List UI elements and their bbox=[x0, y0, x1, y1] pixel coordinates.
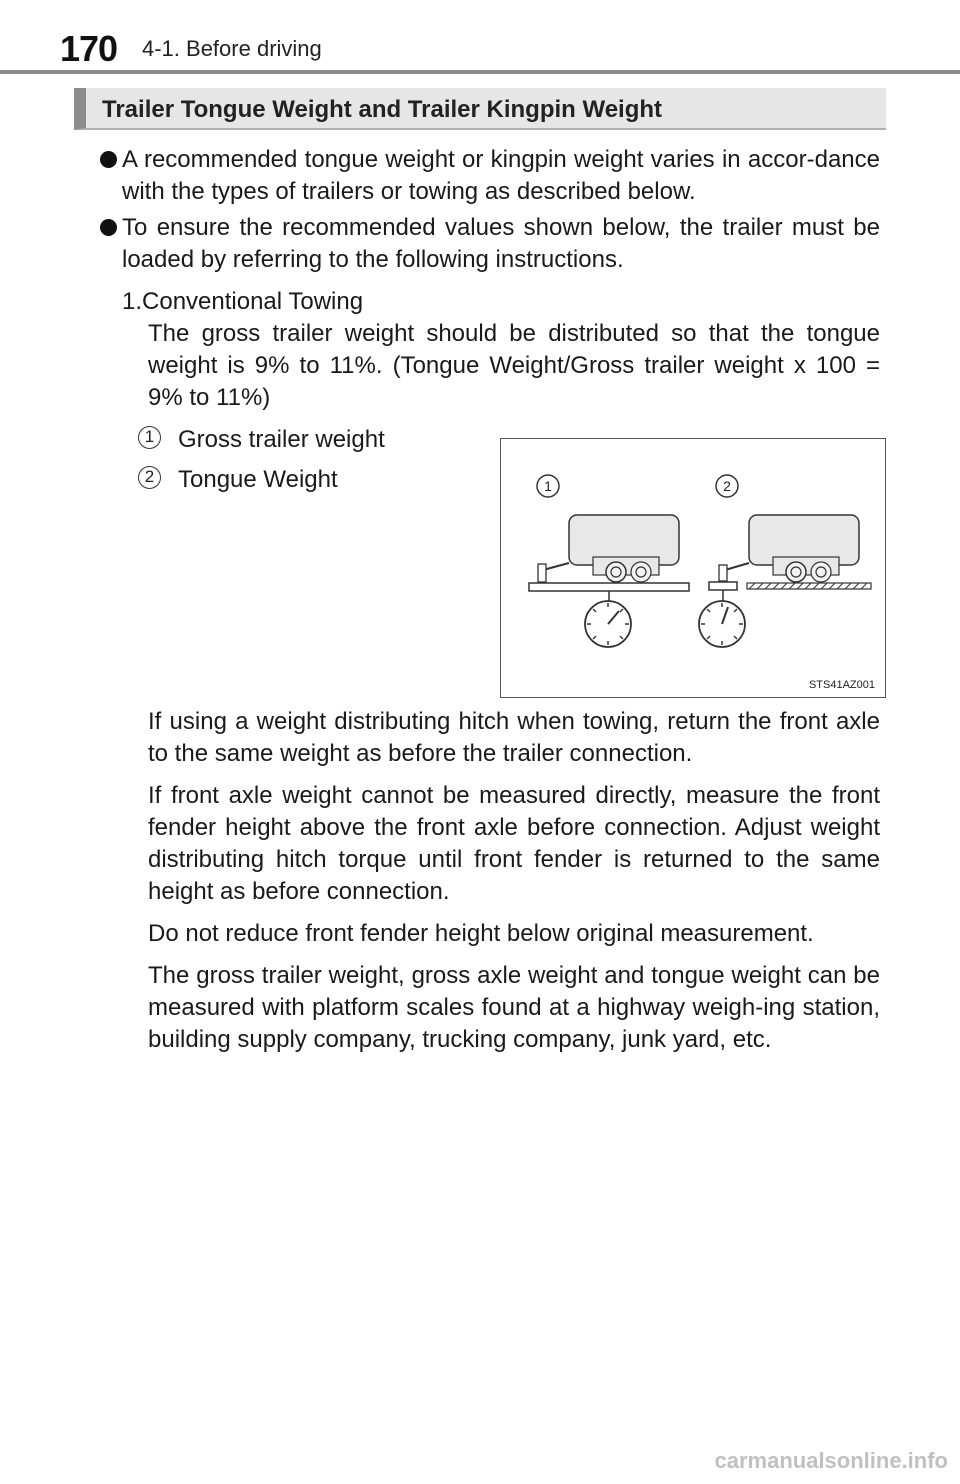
section-heading-bar bbox=[74, 88, 886, 130]
callout-number-icon: 1 bbox=[138, 426, 161, 449]
callout-1-icon bbox=[537, 475, 559, 497]
svg-text:1: 1 bbox=[544, 478, 552, 494]
scale-dial-icon bbox=[585, 601, 631, 647]
paragraph: If front axle weight cannot be measured directly, measure the front fender height above the front axle before connection. Adjust weight distributing hitch torque until front fender is returned to the same height as before connection. bbox=[148, 782, 880, 905]
section-path: 4-1. Before driving bbox=[142, 36, 322, 61]
section-title: Trailer Tongue Weight and Trailer Kingpin Weight bbox=[102, 96, 663, 123]
paragraph: Do not reduce front fender height below original measurement. bbox=[148, 920, 814, 947]
bullet-item bbox=[100, 212, 880, 276]
page-header bbox=[0, 0, 960, 76]
callout-number-icon: 2 bbox=[138, 466, 161, 489]
callout-2-icon bbox=[716, 475, 738, 497]
bullet-icon bbox=[100, 151, 117, 168]
trailer-on-tongue-scale-icon bbox=[709, 515, 871, 601]
bullet-icon bbox=[100, 219, 117, 236]
header-rule bbox=[0, 70, 960, 74]
legend-label: Tongue Weight bbox=[178, 466, 338, 493]
paragraph: If using a weight distributing hitch when towing, return the front axle to the same weight as before the trailer connection. bbox=[148, 708, 880, 767]
trailer-weight-figure bbox=[500, 438, 886, 698]
watermark: carmanualsonline.info bbox=[714, 1448, 948, 1473]
legend-label: Gross trailer weight bbox=[178, 426, 385, 453]
bullet-text: A recommended tongue weight or kingpin weight varies in accor-dance with the types of trailers or towing as described below. bbox=[122, 146, 880, 205]
conventional-towing-description: The gross trailer weight should be distributed so that the tongue weight is 9% to 11%. (Tongue Weight/Gross trailer weight x 100 = 9% to 11%) bbox=[148, 320, 880, 411]
paragraph: The gross trailer weight, gross axle weight and tongue weight can be measured with platform scales found at a highway weigh-ing station, building supply company, trucking company, junk yard, etc. bbox=[148, 962, 880, 1053]
trailer-on-platform-scale-icon bbox=[529, 515, 689, 601]
page-number: 170 bbox=[60, 28, 118, 69]
bullet-text: To ensure the recommended values shown below, the trailer must be loaded by referring to the following instructions. bbox=[122, 214, 880, 273]
scale-dial-icon bbox=[699, 601, 745, 647]
svg-text:2: 2 bbox=[723, 478, 731, 494]
conventional-towing-heading: 1.Conventional Towing bbox=[122, 288, 364, 315]
figure-code: STS41AZ001 bbox=[808, 679, 875, 691]
bullet-item bbox=[100, 144, 880, 208]
trailer-scale-illustration bbox=[501, 439, 887, 699]
